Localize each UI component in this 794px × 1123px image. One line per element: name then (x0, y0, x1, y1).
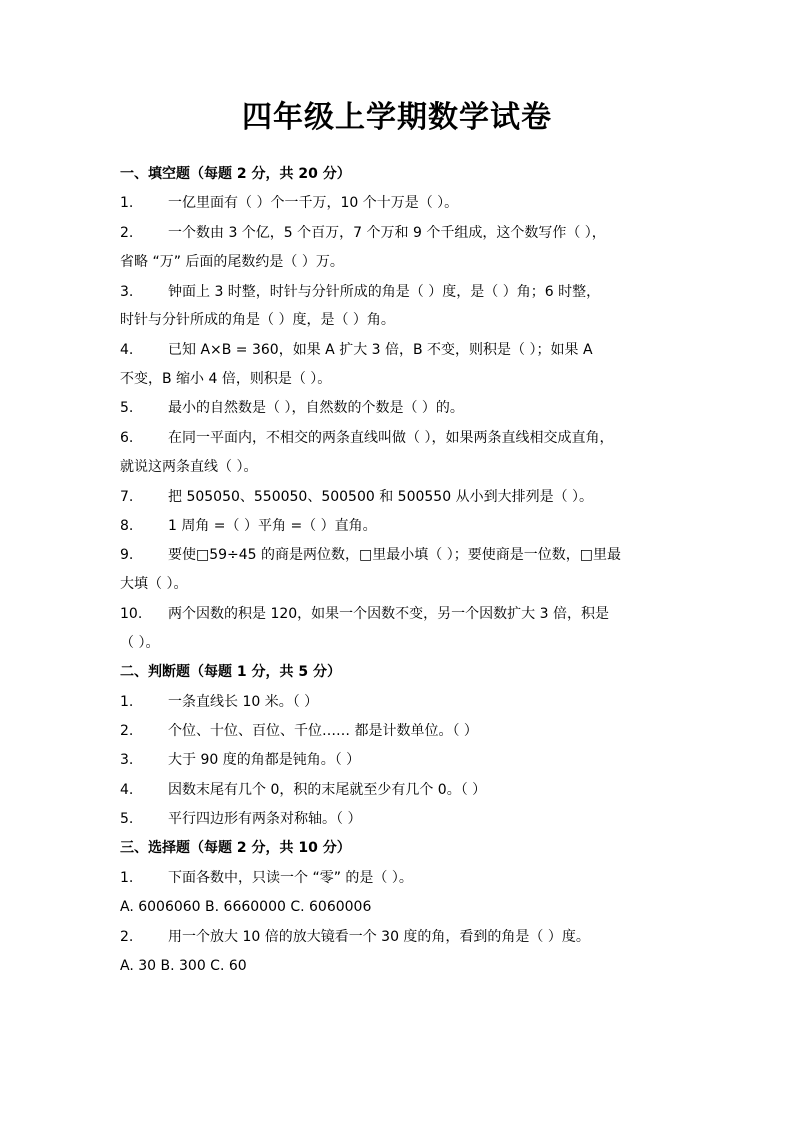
question-2-1 (120, 692, 695, 712)
question-text: 下面各数中，只读一个 “零” 的是（ ）。 (168, 870, 413, 886)
question-1-6-continued: 就说这两条直线（ ）。 (120, 459, 258, 475)
question-number: 4. (120, 782, 134, 798)
question-3-1 (120, 868, 695, 888)
question-text: 一亿里面有（ ）个一千万，10 个十万是（ ）。 (168, 195, 459, 211)
question-number: 7. (120, 489, 134, 505)
question-2-2 (120, 721, 695, 741)
question-1-2-continued: 省略 “万” 后面的尾数约是（ ）万。 (120, 254, 344, 270)
section-heading-true-false: 二、判断题（每题 1 分，共 5 分） (120, 664, 341, 680)
question-1-3-continued: 时针与分针所成的角是（ ）度，是（ ）角。 (120, 312, 395, 328)
question-text: 个位、十位、百位、千位…… 都是计数单位。（ ） (168, 723, 478, 739)
question-1-9 (120, 545, 695, 565)
question-text: 两个因数的积是 120，如果一个因数不变，另一个因数扩大 3 倍，积是 (168, 606, 609, 622)
question-text: 要使□59÷45 的商是两位数，□里最小填（ ）；要使商是一位数，□里最 (168, 547, 621, 563)
question-text: 把 505050、550050、500500 和 500550 从小到大排列是（ ）。 (168, 489, 594, 505)
question-1-9-continued: 大填（ ）。 (120, 576, 188, 592)
question-number: 3. (120, 284, 134, 300)
question-number: 9. (120, 547, 134, 563)
question-number: 2. (120, 723, 134, 739)
question-text: 在同一平面内，不相交的两条直线叫做（ ），如果两条直线相交成直角， (168, 430, 614, 446)
question-number: 2. (120, 225, 134, 241)
question-number: 5. (120, 811, 134, 827)
question-2-4 (120, 780, 695, 800)
section-heading-fill-in: 一、填空题（每题 2 分，共 20 分） (120, 166, 351, 182)
question-1-5 (120, 398, 695, 418)
question-3-2-options: A. 30 B. 300 C. 60 (120, 958, 247, 974)
question-3-1-options: A. 6006060 B. 6660000 C. 6060006 (120, 899, 372, 915)
question-1-8 (120, 516, 695, 536)
question-text: 因数末尾有几个 0，积的末尾就至少有几个 0。（ ） (168, 782, 487, 798)
question-1-4 (120, 340, 695, 360)
question-number: 1. (120, 870, 134, 886)
question-1-7 (120, 487, 695, 507)
question-text: 最小的自然数是（ ），自然数的个数是（ ）的。 (168, 400, 464, 416)
question-number: 5. (120, 400, 134, 416)
question-2-3 (120, 750, 695, 770)
page-title: 四年级上学期数学试卷 (242, 100, 552, 135)
question-number: 10. (120, 606, 143, 622)
question-3-2 (120, 927, 695, 947)
question-text: 一个数由 3 个亿，5 个百万，7 个万和 9 个千组成，这个数写作（ ）， (168, 225, 606, 241)
question-1-3 (120, 282, 695, 302)
question-number: 1. (120, 195, 134, 211)
question-number: 4. (120, 342, 134, 358)
question-number: 2. (120, 929, 134, 945)
question-text: 一条直线长 10 米。（ ） (168, 694, 319, 710)
question-number: 3. (120, 752, 134, 768)
question-1-6 (120, 428, 695, 448)
question-text: 已知 A×B = 360，如果 A 扩大 3 倍，B 不变，则积是（ ）；如果 A (168, 342, 593, 358)
question-text: 钟面上 3 时整，时针与分针所成的角是（ ）度，是（ ）角；6 时整， (168, 284, 601, 300)
question-1-1 (120, 193, 695, 213)
section-heading-multiple-choice: 三、选择题（每题 2 分，共 10 分） (120, 840, 351, 856)
question-number: 6. (120, 430, 134, 446)
question-1-4-continued: 不变，B 缩小 4 倍，则积是（ ）。 (120, 371, 332, 387)
question-number: 8. (120, 518, 134, 534)
question-1-10 (120, 604, 695, 624)
question-1-2 (120, 223, 695, 243)
question-1-10-continued: （ ）。 (120, 635, 160, 651)
question-2-5 (120, 809, 695, 829)
question-text: 平行四边形有两条对称轴。（ ） (168, 811, 362, 827)
question-text: 用一个放大 10 倍的放大镜看一个 30 度的角，看到的角是（ ）度。 (168, 929, 590, 945)
question-number: 1. (120, 694, 134, 710)
question-text: 1 周角 =（ ）平角 =（ ）直角。 (168, 518, 377, 534)
question-text: 大于 90 度的角都是钝角。（ ） (168, 752, 361, 768)
